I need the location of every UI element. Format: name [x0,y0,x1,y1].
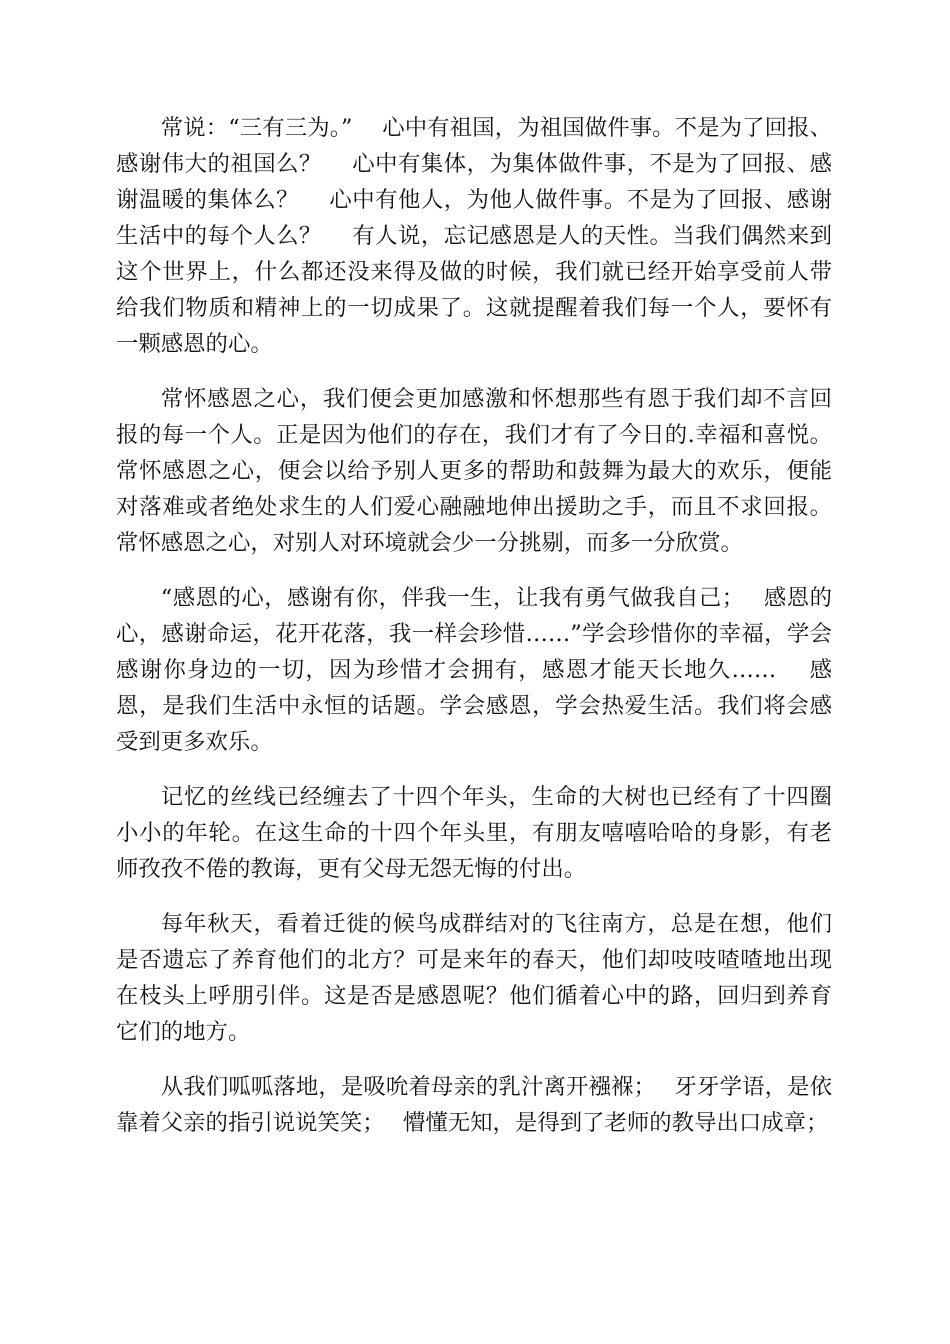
document-body [116,110,832,1160]
paragraph-2: 常怀感恩之心，我们便会更加感激和怀想那些有恩于我们却不言回报的每一个人。正是因为他们的存在，我们才有了今日的.幸福和喜悦。常怀感恩之心，便会以给予别人更多的帮助和鼓舞为最大的欢乐，便能对落难或者绝处求生的人们爱心融融地伸出援助之手，而且不求回报。常怀感恩之心，对别人对环境就会少一分挑剔，而多一分欣赏。 [116,386,832,556]
paragraph-1: 常说：“三有三为。” 心中有祖国，为祖国做件事。不是为了回报、感谢伟大的祖国么？ 心中有集体，为集体做件事，不是为了回报、感谢温暖的集体么？ 心中有他人，为他人做件事。不是为了回报、感谢生活中的每个人么？ 有人说，忘记感恩是人的天性。当我们偶然来到这个世界上，什么都还没来得及做的时候，我们就已经开始享受前人带给我们物质和精神上的一切成果了。这就提醒着我们每一个人，要怀有一颗感恩的心。 [116,115,832,357]
paragraph-5: 每年秋天，看着迁徙的候鸟成群结对的飞往南方，总是在想，他们是否遗忘了养育他们的北方？可是来年的春天，他们却吱吱喳喳地出现在枝头上呼朋引伴。这是否是感恩呢？他们循着心中的路，回归到养育它们的地方。 [116,911,832,1045]
paragraph-4: 记忆的丝线已经缠去了十四个年头，生命的大树也已经有了十四圈小小的年轮。在这生命的十四个年头里，有朋友嘻嘻哈哈的身影，有老师孜孜不倦的教诲，更有父母无怨无悔的付出。 [116,784,832,882]
paragraph-6: 从我们呱呱落地，是吸吮着母亲的乳汁离开襁褓； 牙牙学语，是依靠着父亲的指引说说笑笑； 懵懂无知，是得到了老师的教导出口成章； [116,1074,832,1136]
paragraph-3: “感恩的心，感谢有你，伴我一生，让我有勇气做我自己； 感恩的心，感谢命运，花开花落，我一样会珍惜……”学会珍惜你的幸福，学会感谢你身边的一切，因为珍惜才会拥有，感恩才能天长地久…… 感恩，是我们生活中永恒的话题。学会感恩，学会热爱生活。我们将会感受到更多欢乐。 [116,585,832,755]
